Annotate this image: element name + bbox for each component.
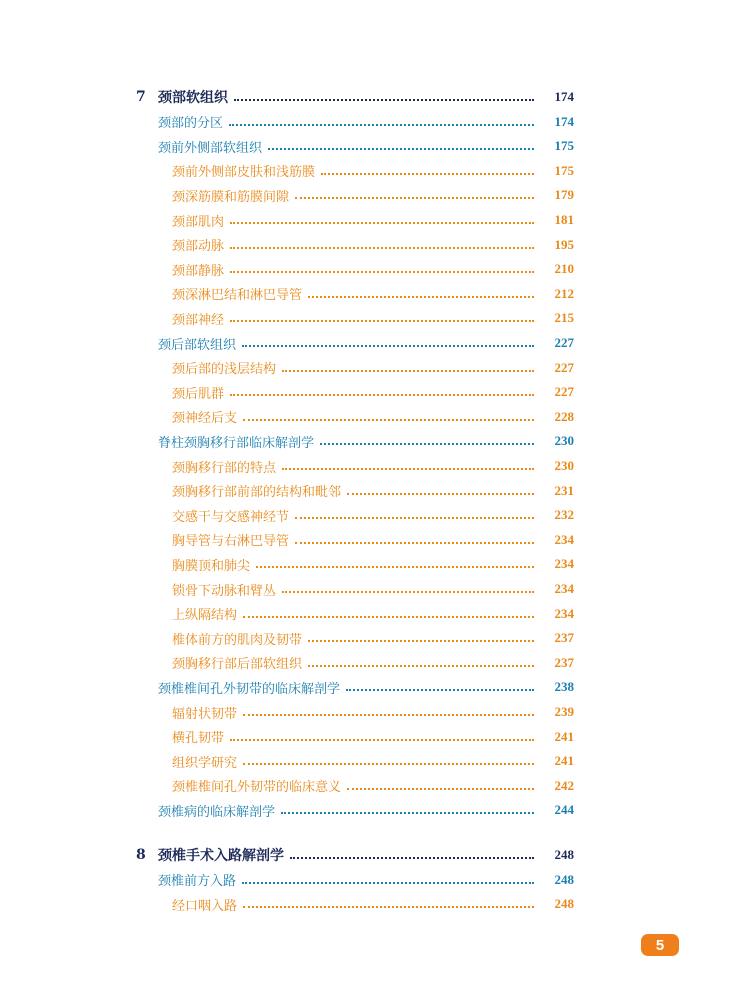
entry-title: 颈后部的浅层结构 (172, 362, 277, 378)
entry-title: 经口咽入路 (172, 898, 238, 914)
subsection-row[interactable] (0, 626, 730, 650)
entry-page-number: 230 (554, 433, 574, 449)
dot-leader (230, 394, 534, 396)
entry-title: 颈胸移行部前部的结构和毗邻 (172, 485, 342, 501)
dot-leader (281, 812, 534, 814)
dot-leader (268, 148, 534, 150)
entry-title: 颈部肌肉 (172, 214, 225, 230)
dot-leader (229, 124, 534, 126)
section-row[interactable] (0, 134, 730, 158)
dot-leader (295, 197, 534, 199)
entry-title: 交感干与交感神经节 (172, 509, 290, 525)
entry-page-number: 241 (554, 728, 574, 744)
entry-page-number: 231 (554, 482, 574, 498)
dot-leader (242, 882, 534, 884)
dot-leader (243, 419, 534, 421)
entry-page-number: 234 (554, 581, 574, 596)
subsection-row[interactable] (0, 405, 730, 429)
dot-leader (230, 271, 534, 273)
entry-page-number: 227 (554, 335, 574, 350)
subsection-row[interactable] (0, 479, 730, 503)
entry-title: 颈椎前方入路 (158, 874, 237, 890)
entry-title: 脊柱颈胸移行部临床解剖学 (158, 435, 315, 451)
entry-page-number: 215 (554, 310, 574, 326)
entry-page-number: 227 (554, 359, 574, 375)
subsection-row[interactable] (0, 183, 730, 207)
entry-title: 辐射状韧带 (172, 706, 238, 722)
chapter-row[interactable] (0, 843, 730, 867)
entry-page-number: 175 (554, 162, 574, 178)
dot-leader (321, 173, 534, 175)
dot-leader (234, 99, 534, 101)
entry-page-number: 234 (554, 556, 574, 572)
entry-title: 横孔韧带 (172, 731, 225, 747)
section-row[interactable] (0, 798, 730, 822)
page-number-badge: 5 (641, 934, 679, 956)
subsection-row[interactable] (0, 651, 730, 675)
entry-title: 颈前外侧部皮肤和浅筋膜 (172, 165, 316, 181)
section-row[interactable] (0, 110, 730, 134)
entry-title: 颈椎椎间孔外韧带的临床解剖学 (158, 681, 341, 697)
dot-leader (308, 296, 534, 298)
dot-leader (347, 788, 534, 790)
entry-page-number: 210 (554, 261, 574, 277)
dot-leader (346, 689, 534, 691)
dot-leader (243, 763, 534, 765)
dot-leader (295, 542, 534, 544)
entry-page-number: 175 (554, 138, 574, 154)
entry-title: 椎体前方的肌肉及韧带 (172, 632, 303, 648)
chapter-number: 8 (136, 847, 146, 863)
entry-page-number: 248 (554, 896, 574, 912)
entry-page-number: 244 (554, 802, 574, 818)
dot-leader (282, 591, 534, 593)
section-row[interactable] (0, 675, 730, 699)
entry-page-number: 212 (554, 285, 574, 301)
subsection-row[interactable] (0, 528, 730, 552)
section-row[interactable] (0, 429, 730, 453)
dot-leader (243, 714, 534, 716)
entry-title: 组织学研究 (172, 755, 238, 771)
subsection-row[interactable] (0, 749, 730, 773)
dot-leader (282, 370, 534, 372)
entry-page-number: 195 (554, 236, 574, 252)
chapter-row[interactable] (0, 85, 730, 109)
entry-page-number: 232 (554, 507, 574, 523)
entry-title: 颈部动脉 (172, 239, 225, 255)
dot-leader (282, 468, 534, 470)
subsection-row[interactable] (0, 208, 730, 232)
subsection-row[interactable] (0, 700, 730, 724)
chapter-number: 7 (136, 89, 146, 105)
entry-title: 颈神经后支 (172, 411, 238, 427)
entry-title: 胸膜顶和肺尖 (172, 558, 251, 574)
dot-leader (230, 320, 534, 322)
entry-page-number: 227 (554, 384, 574, 400)
dot-leader (308, 665, 534, 667)
entry-page-number: 238 (554, 679, 574, 695)
subsection-row[interactable] (0, 552, 730, 576)
section-row[interactable] (0, 868, 730, 892)
entry-title: 胸导管与右淋巴导管 (172, 534, 290, 550)
entry-page-number: 237 (554, 654, 574, 670)
subsection-row[interactable] (0, 257, 730, 281)
entry-page-number: 248 (554, 871, 574, 887)
entry-title: 颈椎手术入路解剖学 (158, 848, 284, 864)
subsection-row[interactable] (0, 454, 730, 478)
dot-leader (290, 857, 534, 859)
entry-page-number: 239 (554, 704, 574, 719)
entry-title: 颈部神经 (172, 312, 225, 328)
entry-page-number: 234 (554, 531, 574, 547)
entry-title: 颈胸移行部的特点 (172, 460, 277, 476)
subsection-row[interactable] (0, 577, 730, 601)
entry-page-number: 230 (554, 458, 574, 473)
subsection-row[interactable] (0, 233, 730, 257)
subsection-row[interactable] (0, 503, 730, 527)
dot-leader (347, 493, 534, 495)
entry-page-number: 241 (554, 753, 574, 769)
dot-leader (243, 906, 534, 908)
dot-leader (242, 345, 534, 347)
entry-title: 颈椎病的临床解剖学 (158, 804, 276, 820)
subsection-row[interactable] (0, 602, 730, 626)
dot-leader (256, 566, 534, 568)
entry-page-number: 228 (554, 408, 574, 424)
entry-title: 颈部软组织 (158, 90, 228, 106)
entry-page-number: 237 (554, 630, 574, 646)
entry-title: 颈后肌群 (172, 386, 225, 402)
entry-title: 颈深筋膜和筋膜间隙 (172, 189, 290, 205)
subsection-row[interactable] (0, 306, 730, 330)
subsection-row[interactable] (0, 892, 730, 916)
dot-leader (230, 739, 534, 741)
entry-page-number: 234 (554, 605, 574, 621)
dot-leader (320, 443, 534, 445)
entry-page-number: 174 (554, 113, 574, 129)
entry-title: 颈前外侧部软组织 (158, 140, 263, 156)
entry-title: 颈后部软组织 (158, 337, 237, 353)
entry-title: 颈深淋巴结和淋巴导管 (172, 288, 303, 304)
subsection-row[interactable] (0, 282, 730, 306)
entry-title: 颈胸移行部后部软组织 (172, 657, 303, 673)
subsection-row[interactable] (0, 380, 730, 404)
subsection-row[interactable] (0, 159, 730, 183)
entry-page-number: 181 (554, 212, 574, 227)
subsection-row[interactable] (0, 774, 730, 798)
entry-page-number: 242 (554, 777, 574, 793)
entry-page-number: 179 (554, 187, 574, 203)
dot-leader (230, 247, 534, 249)
entry-title: 锁骨下动脉和臂丛 (172, 583, 277, 599)
dot-leader (295, 517, 534, 519)
entry-title: 颈部静脉 (172, 263, 225, 279)
entry-page-number: 174 (554, 89, 574, 104)
entry-page-number: 248 (554, 847, 574, 862)
entry-title: 颈部的分区 (158, 116, 224, 132)
dot-leader (243, 616, 534, 618)
subsection-row[interactable] (0, 356, 730, 380)
entry-title: 颈椎椎间孔外韧带的临床意义 (172, 780, 342, 796)
section-row[interactable] (0, 331, 730, 355)
entry-title: 上纵隔结构 (172, 608, 238, 624)
dot-leader (230, 222, 534, 224)
dot-leader (308, 640, 534, 642)
subsection-row[interactable] (0, 725, 730, 749)
